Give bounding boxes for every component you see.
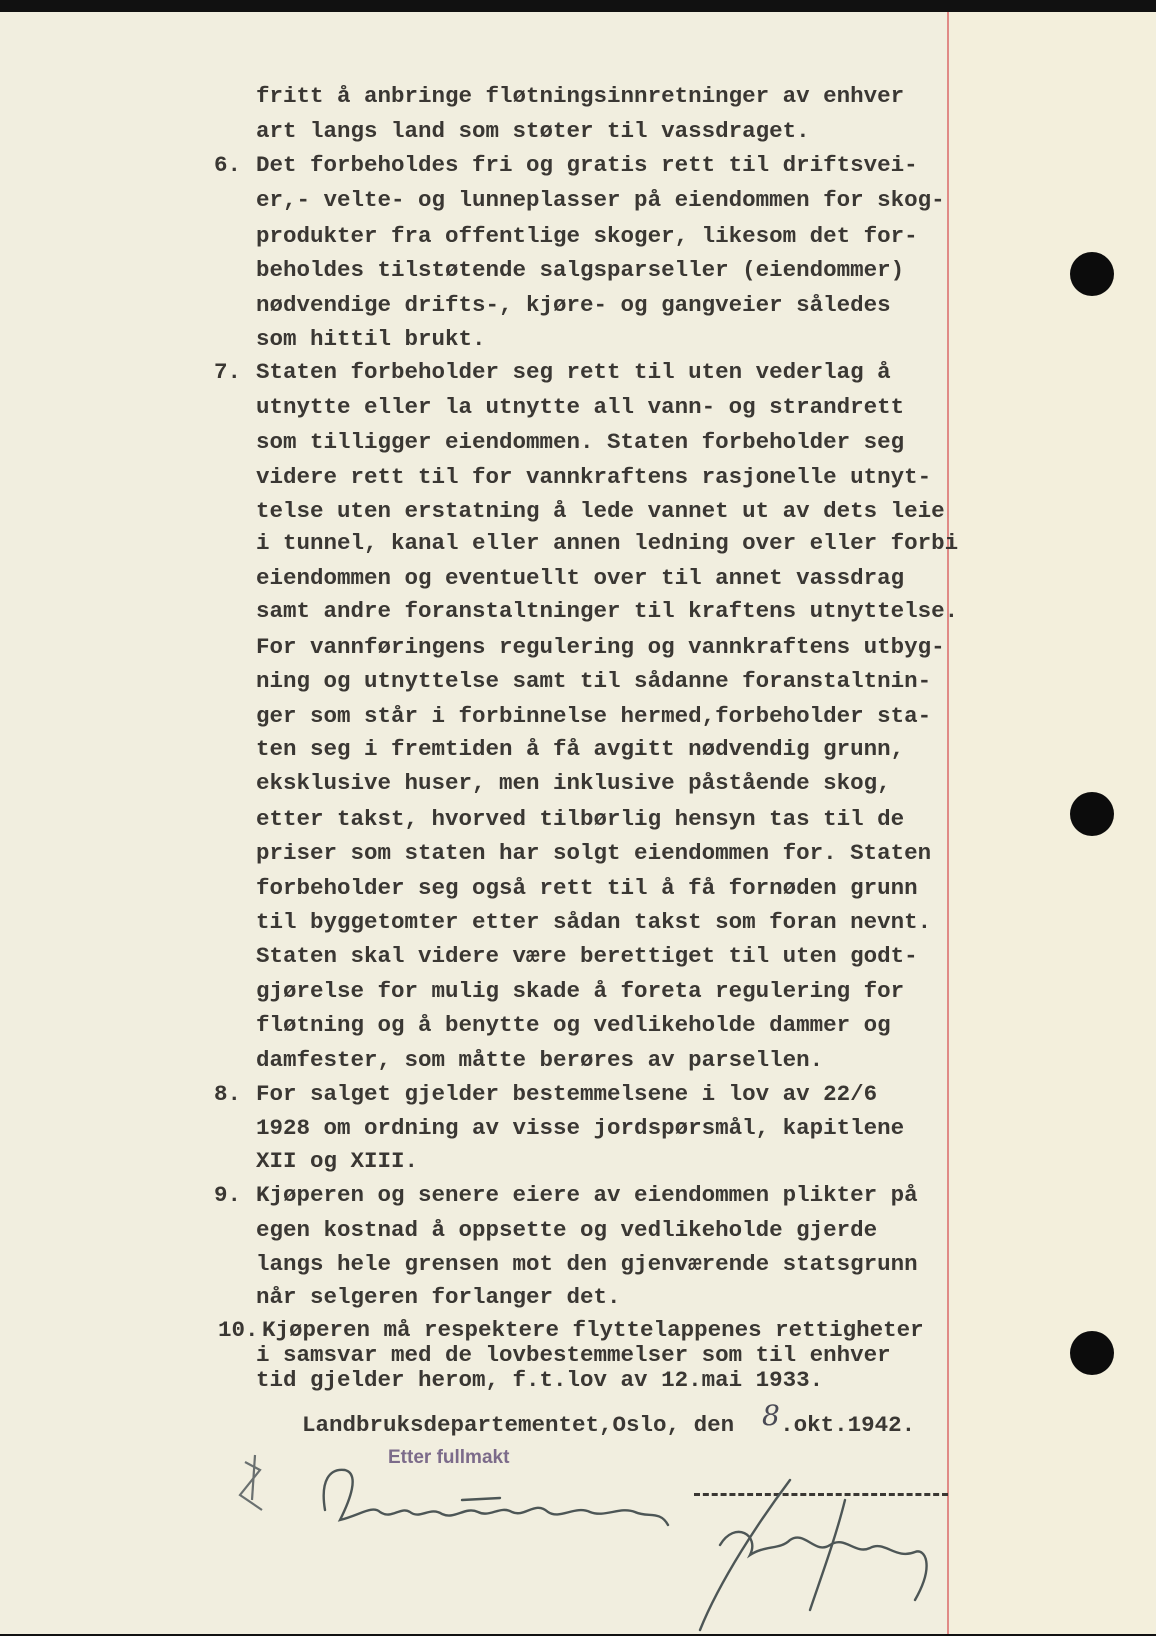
text-line: når selgeren forlanger det. <box>256 1284 621 1310</box>
text-line: Det forbeholdes fri og gratis rett til driftsvei- <box>256 152 918 178</box>
text-line: forbeholder seg også rett til å få fornøden grunn <box>256 875 918 901</box>
text-line: produkter fra offentlige skoger, likesom det for- <box>256 223 918 249</box>
text-line: Kjøperen må respektere flyttelappenes rettigheter <box>262 1317 924 1343</box>
text-line: videre rett til for vannkraftens rasjonelle utnyt- <box>256 464 932 490</box>
text-line: fløtning og å benytte og vedlikeholde dammer og <box>256 1012 891 1038</box>
month-year: .okt.1942. <box>780 1412 916 1438</box>
text-line: samt andre foranstaltninger til kraftens utnyttelse. <box>256 598 959 624</box>
text-line: i tunnel, kanal eller annen ledning over eller forbi <box>256 530 959 556</box>
item-number: 7. <box>214 359 242 385</box>
text-line: priser som staten har solgt eiendommen for. Staten <box>256 840 932 866</box>
signature-right <box>700 1480 927 1630</box>
text-line: Staten skal videre være berettiget til uten godt- <box>256 943 918 969</box>
text-line: er,- velte- og lunneplasser på eiendommen for skog- <box>256 187 945 213</box>
text-line: eiendommen og eventuellt over til annet vassdrag <box>256 565 905 591</box>
item-number: 10. <box>218 1317 259 1343</box>
text-line: egen kostnad å oppsette og vedlikeholde gjerde <box>256 1217 878 1243</box>
text-line: Staten forbeholder seg rett til uten vederlag å <box>256 359 891 385</box>
text-line: langs hele grensen mot den gjenværende statsgrunn <box>256 1251 918 1277</box>
text-line: som tilligger eiendommen. Staten forbeholder seg <box>256 429 905 455</box>
text-line: etter takst, hvorved tilbørlig hensyn tas til de <box>256 806 905 832</box>
signature-left <box>324 1470 668 1525</box>
text-line: ning og utnyttelse samt til sådanne foranstaltnin- <box>256 668 932 694</box>
text-line: nødvendige drifts-, kjøre- og gangveier således <box>256 292 891 318</box>
text-line: utnytte eller la utnytte all vann- og strandrett <box>256 394 905 420</box>
text-line: 1928 om ordning av visse jordspørsmål, kapitlene <box>256 1115 905 1141</box>
item-number: 8. <box>214 1081 242 1107</box>
text-line: gjørelse for mulig skade å foreta regulering for <box>256 978 905 1004</box>
text-line: ger som står i forbinnelse hermed,forbeholder sta- <box>256 703 932 729</box>
text-line: eksklusive huser, men inklusive påstående skog, <box>256 770 891 796</box>
text-line: ten seg i fremtiden å få avgitt nødvendig grunn, <box>256 736 905 762</box>
text-line: Kjøperen og senere eiere av eiendommen plikter på <box>256 1182 918 1208</box>
text-line: fritt å anbringe fløtningsinnretninger av enhver <box>256 83 905 109</box>
text-line: beholdes tilstøtende salgsparseller (eiendommer) <box>256 257 905 283</box>
text-line: XII og XIII. <box>256 1148 419 1174</box>
text-line: tid gjelder herom, f.t.lov av 12.mai 1933. <box>256 1367 824 1393</box>
handwritten-day: 8 <box>762 1399 780 1432</box>
text-line: For salget gjelder bestemmelsene i lov av 22/6 <box>256 1081 878 1107</box>
text-line: til byggetomter etter sådan takst som foran nevnt. <box>256 909 932 935</box>
text-line: i samsvar med de lovbestemmelser som til enhver <box>256 1342 891 1368</box>
authority-stamp: Etter fullmakt <box>388 1447 510 1468</box>
text-line: damfester, som måtte berøres av parsellen. <box>256 1047 824 1073</box>
initials-mark <box>240 1455 262 1510</box>
text-line: som hittil brukt. <box>256 326 486 352</box>
text-line: telse uten erstatning å lede vannet ut av dets leie <box>256 498 945 524</box>
place-prefix: Landbruksdepartementet,Oslo, den <box>302 1412 735 1438</box>
item-number: 6. <box>214 152 242 178</box>
item-number: 9. <box>214 1182 242 1208</box>
text-line: For vannføringens regulering og vannkraftens utbyg- <box>256 634 945 660</box>
text-line: art langs land som støter til vassdraget. <box>256 118 810 144</box>
